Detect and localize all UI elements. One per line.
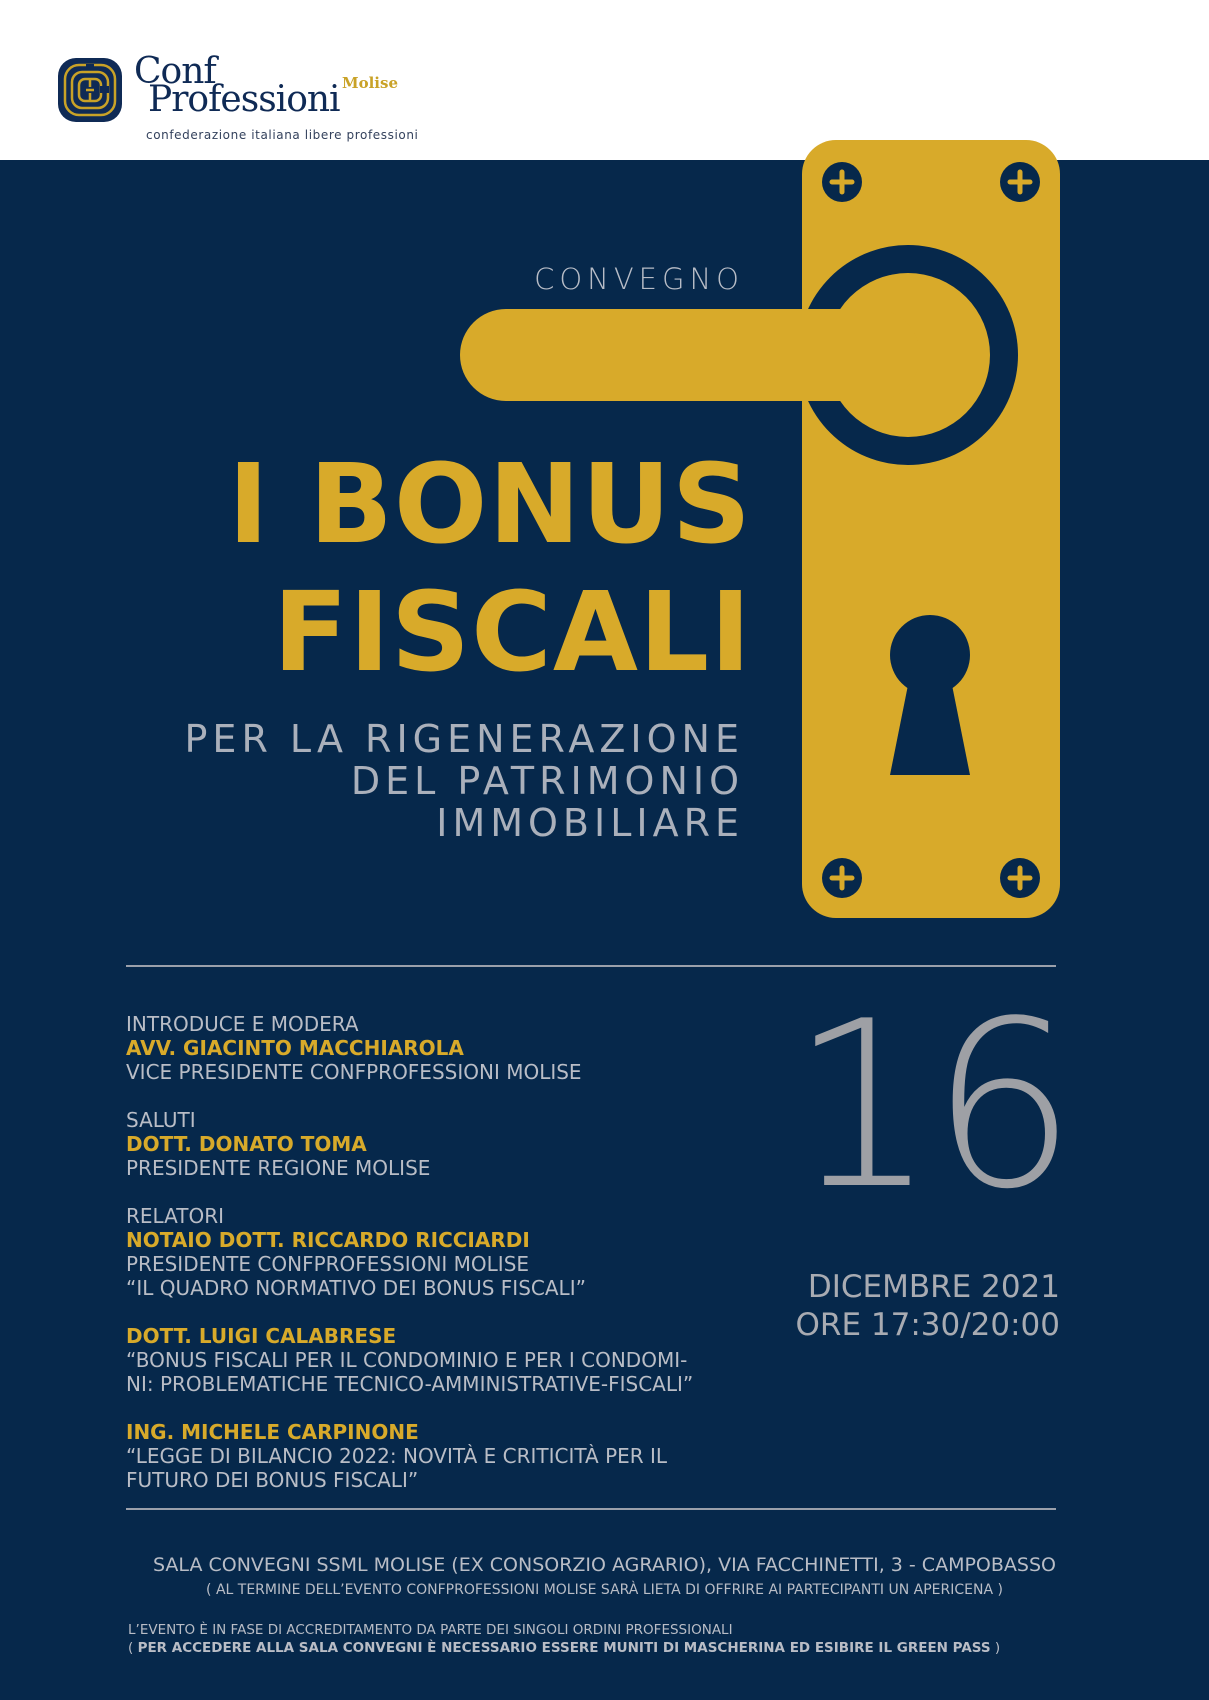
subtitle-line-2: DEL PATRIMONIO [350,759,744,803]
top-divider [126,965,1056,967]
program-list [126,1012,766,1492]
speaker-3-topic-line-2: FUTURO DEI BONUS FISCALI” [126,1468,419,1492]
intro-name: AVV. GIACINTO MACCHIAROLA [126,1036,464,1060]
event-month-year: DICEMBRE 2021 [807,1269,1060,1305]
intro-label: INTRODUCE E MODERA [126,1012,359,1036]
access-rule [128,1640,1000,1656]
bottom-divider [126,1508,1056,1510]
access-rule-close: ) [990,1640,1001,1656]
speaker-2-topic-line-1: “BONUS FISCALI PER IL CONDOMINIO E PER I CONDOMI- [126,1348,688,1372]
event-day: 16 [790,973,1071,1240]
event-kicker: CONVEGNO [534,262,744,296]
saluti-name: DOTT. DONATO TOMA [126,1132,367,1156]
venue-address: SALA CONVEGNI SSML MOLISE (EX CONSORZIO AGRARIO), VIA FACCHINETTI, 3 - CAMPOBASSO [153,1554,1056,1576]
logo-tagline: confederazione italiana libere professioni [146,128,419,142]
speaker-1-topic: “IL QUADRO NORMATIVO DEI BONUS FISCALI” [126,1276,586,1300]
relatori-label: RELATORI [126,1204,225,1228]
speaker-1-role: PRESIDENTE CONFPROFESSIONI MOLISE [126,1252,530,1276]
logo-brand-line1: Conf [134,51,216,92]
speaker-2-name: DOTT. LUIGI CALABRESE [126,1324,397,1348]
access-rule-text: PER ACCEDERE ALLA SALA CONVEGNI È NECESSARIO ESSERE MUNITI DI MASCHERINA ED ESIBIRE IL GREEN PASS [137,1640,991,1656]
title-line-1: I BONUS [227,440,752,568]
saluti-role: PRESIDENTE REGIONE MOLISE [126,1156,431,1180]
logo-region: Molise [342,74,398,92]
venue-note: ( AL TERMINE DELL’EVENTO CONFPROFESSIONI MOLISE SARÀ LIETA DI OFFRIRE AI PARTECIPANTI UN APERICENA ) [206,1582,1003,1598]
speaker-2-topic-line-2: NI: PROBLEMATICHE TECNICO-AMMINISTRATIVE-FISCALI” [126,1372,694,1396]
title-line-2: FISCALI [272,568,752,696]
subtitle-line-1: PER LA RIGENERAZIONE [184,717,744,761]
speaker-3-name: ING. MICHELE CARPINONE [126,1420,419,1444]
logo-brand-line2: Professioni [148,79,340,120]
event-time: ORE 17:30/20:00 [795,1307,1060,1343]
intro-role: VICE PRESIDENTE CONFPROFESSIONI MOLISE [126,1060,582,1084]
saluti-label: SALUTI [126,1108,196,1132]
event-subtitle [100,718,744,844]
event-title [100,440,752,696]
subtitle-line-3: IMMOBILIARE [436,801,744,845]
access-rule-open: ( [128,1640,138,1656]
accreditation-note: L’EVENTO È IN FASE DI ACCREDITAMENTO DA PARTE DEI SINGOLI ORDINI PROFESSIONALI [128,1622,733,1638]
handle-lever [460,309,920,401]
speaker-1-name: NOTAIO DOTT. RICCARDO RICCIARDI [126,1228,530,1252]
speaker-3-topic-line-1: “LEGGE DI BILANCIO 2022: NOVITÀ E CRITICITÀ PER IL [126,1444,668,1468]
